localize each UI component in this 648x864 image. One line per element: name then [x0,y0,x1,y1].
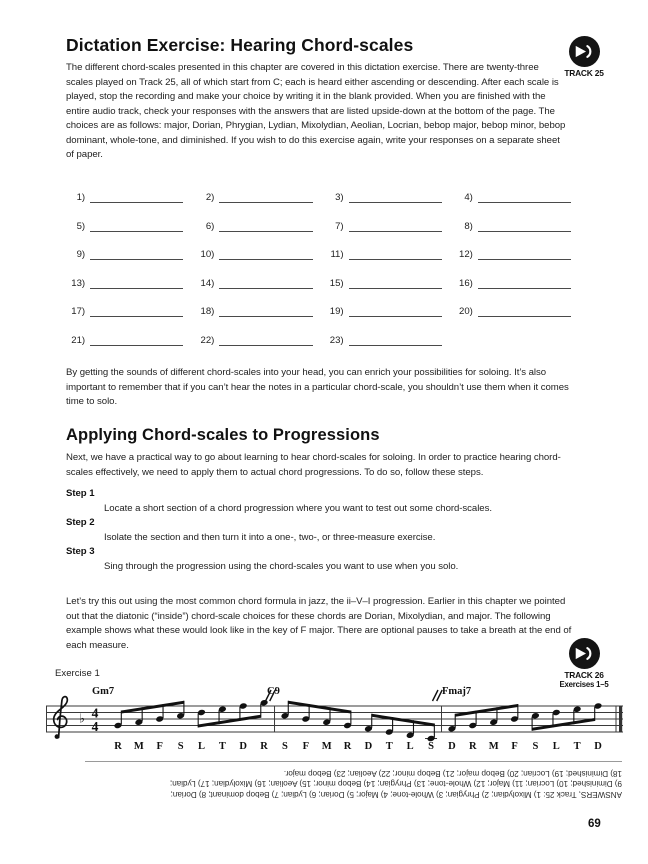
dictation-blank [66,301,183,317]
step-1-label: Step 1 [66,488,95,499]
blank-line [90,275,183,289]
dictation-blank [454,187,571,203]
dictation-blank [195,273,312,289]
answers-line: 9) Diminished; 10) Locrian; 11) Major; 12) Whole-tone; 13) Phrygian; 14) Bebop minor; 15) Aeolian; 16) Mixolydian; 17) Lydian; [170,779,622,789]
answers-divider-rule [85,761,622,762]
blank-number: 22) [200,334,215,346]
dictation-blank [195,216,312,232]
blank-line [349,275,442,289]
treble-clef-icon [54,697,68,738]
answers-line: ANSWERS, Track 25: 1) Mixolydian; 2) Phrygian; 3) Whole-tone; 4) Major; 5) Dorian; 6) Lydian; 7) Bebop dominant; 8) Dorian; [170,789,622,799]
blank-number: 11) [330,249,344,260]
beam [288,701,351,714]
dictation-blank [66,187,183,203]
track26-label: TRACK 26 [564,670,604,680]
blank-number: 18) [200,306,215,317]
blank-number: 9) [76,249,85,260]
dictation-blank [325,330,442,346]
steps-list [66,487,573,574]
blank-number: 12) [459,249,473,260]
solfege-syllable: L [197,741,205,752]
final-barline-thick [619,706,622,732]
blank-number: 20) [459,306,473,317]
blank-line [349,332,442,346]
time-signature-top: 4 [91,705,99,721]
solfege-syllable: L [406,741,414,752]
step-1-text: Locate a short section of a chord progression where you want to test out some chord-scales. [104,502,492,514]
blank-number: 3) [335,192,344,203]
dictation-blank [454,273,571,289]
dictation-blank [454,301,571,317]
dictation-blank [325,273,442,289]
dictation-blank [66,330,183,346]
exercise-label: Exercise 1 [55,668,100,679]
beam [121,701,184,714]
answers-line: 18) Diminished; 19) Locrian; 20) Bebop major; 21) Bebop minor; 22) Aeolian; 23) Bebop major. [283,768,622,778]
speaker-icon [569,36,600,67]
blank-line [90,189,183,203]
blank-line [478,275,571,289]
blank-number: 8) [464,220,473,232]
blank-number: 17) [71,306,85,317]
solfege-syllable: M [321,741,332,752]
treble-clef-tail [55,734,60,739]
step-2-label: Step 2 [66,517,95,528]
blank-line [90,218,183,232]
solfege-syllable: T [218,741,226,752]
dictation-blank [66,244,183,260]
solfege-syllable: M [133,741,144,752]
outro-paragraph: By getting the sounds of different chord-scales into your head, you can enrich your possibilities for soloing. It’s also important to remember that if you can’t hear the notes in a particular chord-scale, you shouldn’t use them when it comes time to solo. [66,367,569,407]
dictation-blank [325,301,442,317]
blank-number: 2) [205,192,215,203]
solfege-syllable: F [302,741,310,752]
intro-paragraph: The different chord-scales presented in this chapter are covered in this dictation exercise. There are twenty-three scales played on Track 25, all of which start from C; each is heard either ascending or descending. After each scale is played, stop the recording and make your choice by writing it in the blank provided. When you are finished with the entire audio track, check your responses with the answers that are listed upside-down at the bottom of the page. The choices are as follows: major, Dorian, Phrygian, Lydian, Mixolydian, Aeolian, Locrian, bebop major, bebop minor, bebop dominant, whole-tone, and diminished. If you wish to do this exercise again, write your responses on a separate sheet of paper. [66,62,566,160]
blank-line [219,332,312,346]
blank-number: 14) [200,277,215,289]
speaker-icon [569,638,600,669]
solfege-syllable: S [282,741,288,752]
blank-line [349,218,442,232]
solfege-syllable: R [260,741,268,752]
blank-number: 5) [76,220,85,232]
solfege-syllable: T [573,741,581,752]
solfege-syllable: D [364,741,373,752]
dictation-blank [66,216,183,232]
blank-line [219,246,312,260]
dictation-blanks-grid [66,187,571,346]
blank-line [219,275,312,289]
track26-sublabel: Exercises 1–5 [559,680,609,689]
solfege-syllable: L [552,741,560,752]
blank-line [90,303,183,317]
dictation-blank [66,273,183,289]
solfege-syllable: F [156,741,163,752]
step-3-text: Sing through the progression using the chord-scales you want to use when you solo. [104,560,459,572]
dictation-blank [195,301,312,317]
solfege-syllable: R [343,741,352,752]
solfege-syllable: D [239,741,248,752]
blank-line [478,189,571,203]
blank-line [90,246,183,260]
solfege-syllable: S [177,741,184,752]
blank-number: 10) [200,249,215,260]
dictation-blank [195,187,312,203]
solfege-syllable: S [428,741,434,752]
blank-line [219,218,312,232]
section-intro-paragraph: Next, we have a practical way to go about learning to hear chord-scales for soloing. In order to practice hearing chord-scales effectively, we need to apply them to actual chord progressions. To do so, follow these steps. [66,452,561,478]
step-2-text: Isolate the section and then turn it into a one-, two-, or three-measure exercise. [104,531,436,543]
track25-label: TRACK 25 [564,68,604,78]
blank-number: 4) [464,192,473,203]
dictation-blank [325,244,442,260]
page-title: Dictation Exercise: Hearing Chord-scales [66,35,414,55]
music-staff-svg [42,684,627,760]
blank-line [349,246,442,260]
blank-number: 7) [335,220,344,232]
key-signature-flat: ♭ [79,710,85,726]
chord-symbol: C9 [267,686,280,697]
chord-symbol: Gm7 [92,686,115,697]
time-signature-bottom: 4 [91,719,99,734]
blank-number: 13) [71,277,85,289]
blank-line [219,189,312,203]
track-26-audio-badge [554,638,614,689]
dictation-blank [195,330,312,346]
page-number: 69 [588,818,601,830]
blank-line [478,218,571,232]
solfege-syllable: R [468,741,477,752]
blank-line [478,303,571,317]
dictation-blank [454,216,571,232]
blank-number: 19) [329,306,344,317]
blank-number: 23) [329,334,344,346]
beam [532,718,595,731]
solfege-syllable: D [594,741,602,752]
solfege-syllable: T [385,741,393,752]
blank-number: 16) [459,277,473,289]
blank-line [219,303,312,317]
solfege-syllable: M [488,741,499,752]
solfege-syllable: S [532,741,539,752]
answers-block-upside-down [77,767,622,799]
dictation-blank [195,244,312,260]
blank-line [349,189,442,203]
solfege-syllable: D [448,741,456,752]
step-3-label: Step 3 [66,546,95,557]
blank-number: 21) [71,334,85,346]
blank-number: 15) [329,277,344,289]
blank-number: 1) [76,192,85,203]
beam [372,714,435,727]
blank-line [90,332,183,346]
dictation-blank [454,244,571,260]
solfege-syllable: R [114,741,122,752]
chord-symbol: Fmaj7 [442,686,472,697]
blank-number: 6) [205,220,215,232]
blank-line [478,246,571,260]
solfege-syllable: F [511,741,518,752]
dictation-blank [325,216,442,232]
closing-paragraph: Let’s try this out using the most common chord formula in jazz, the ii–V–I progression. Earlier in this chapter we pointed out that the diatonic (“inside”) chord-scale choices for these chords are Dorian, Mixolydian, and major. The following example shows what these would look like in the key of F major. There are optional pauses to take a breath at the end of each measure. [66,596,572,651]
notation-staff [42,684,627,760]
dictation-blank [325,187,442,203]
section-title: Applying Chord-scales to Progressions [66,426,380,444]
blank-line [349,303,442,317]
